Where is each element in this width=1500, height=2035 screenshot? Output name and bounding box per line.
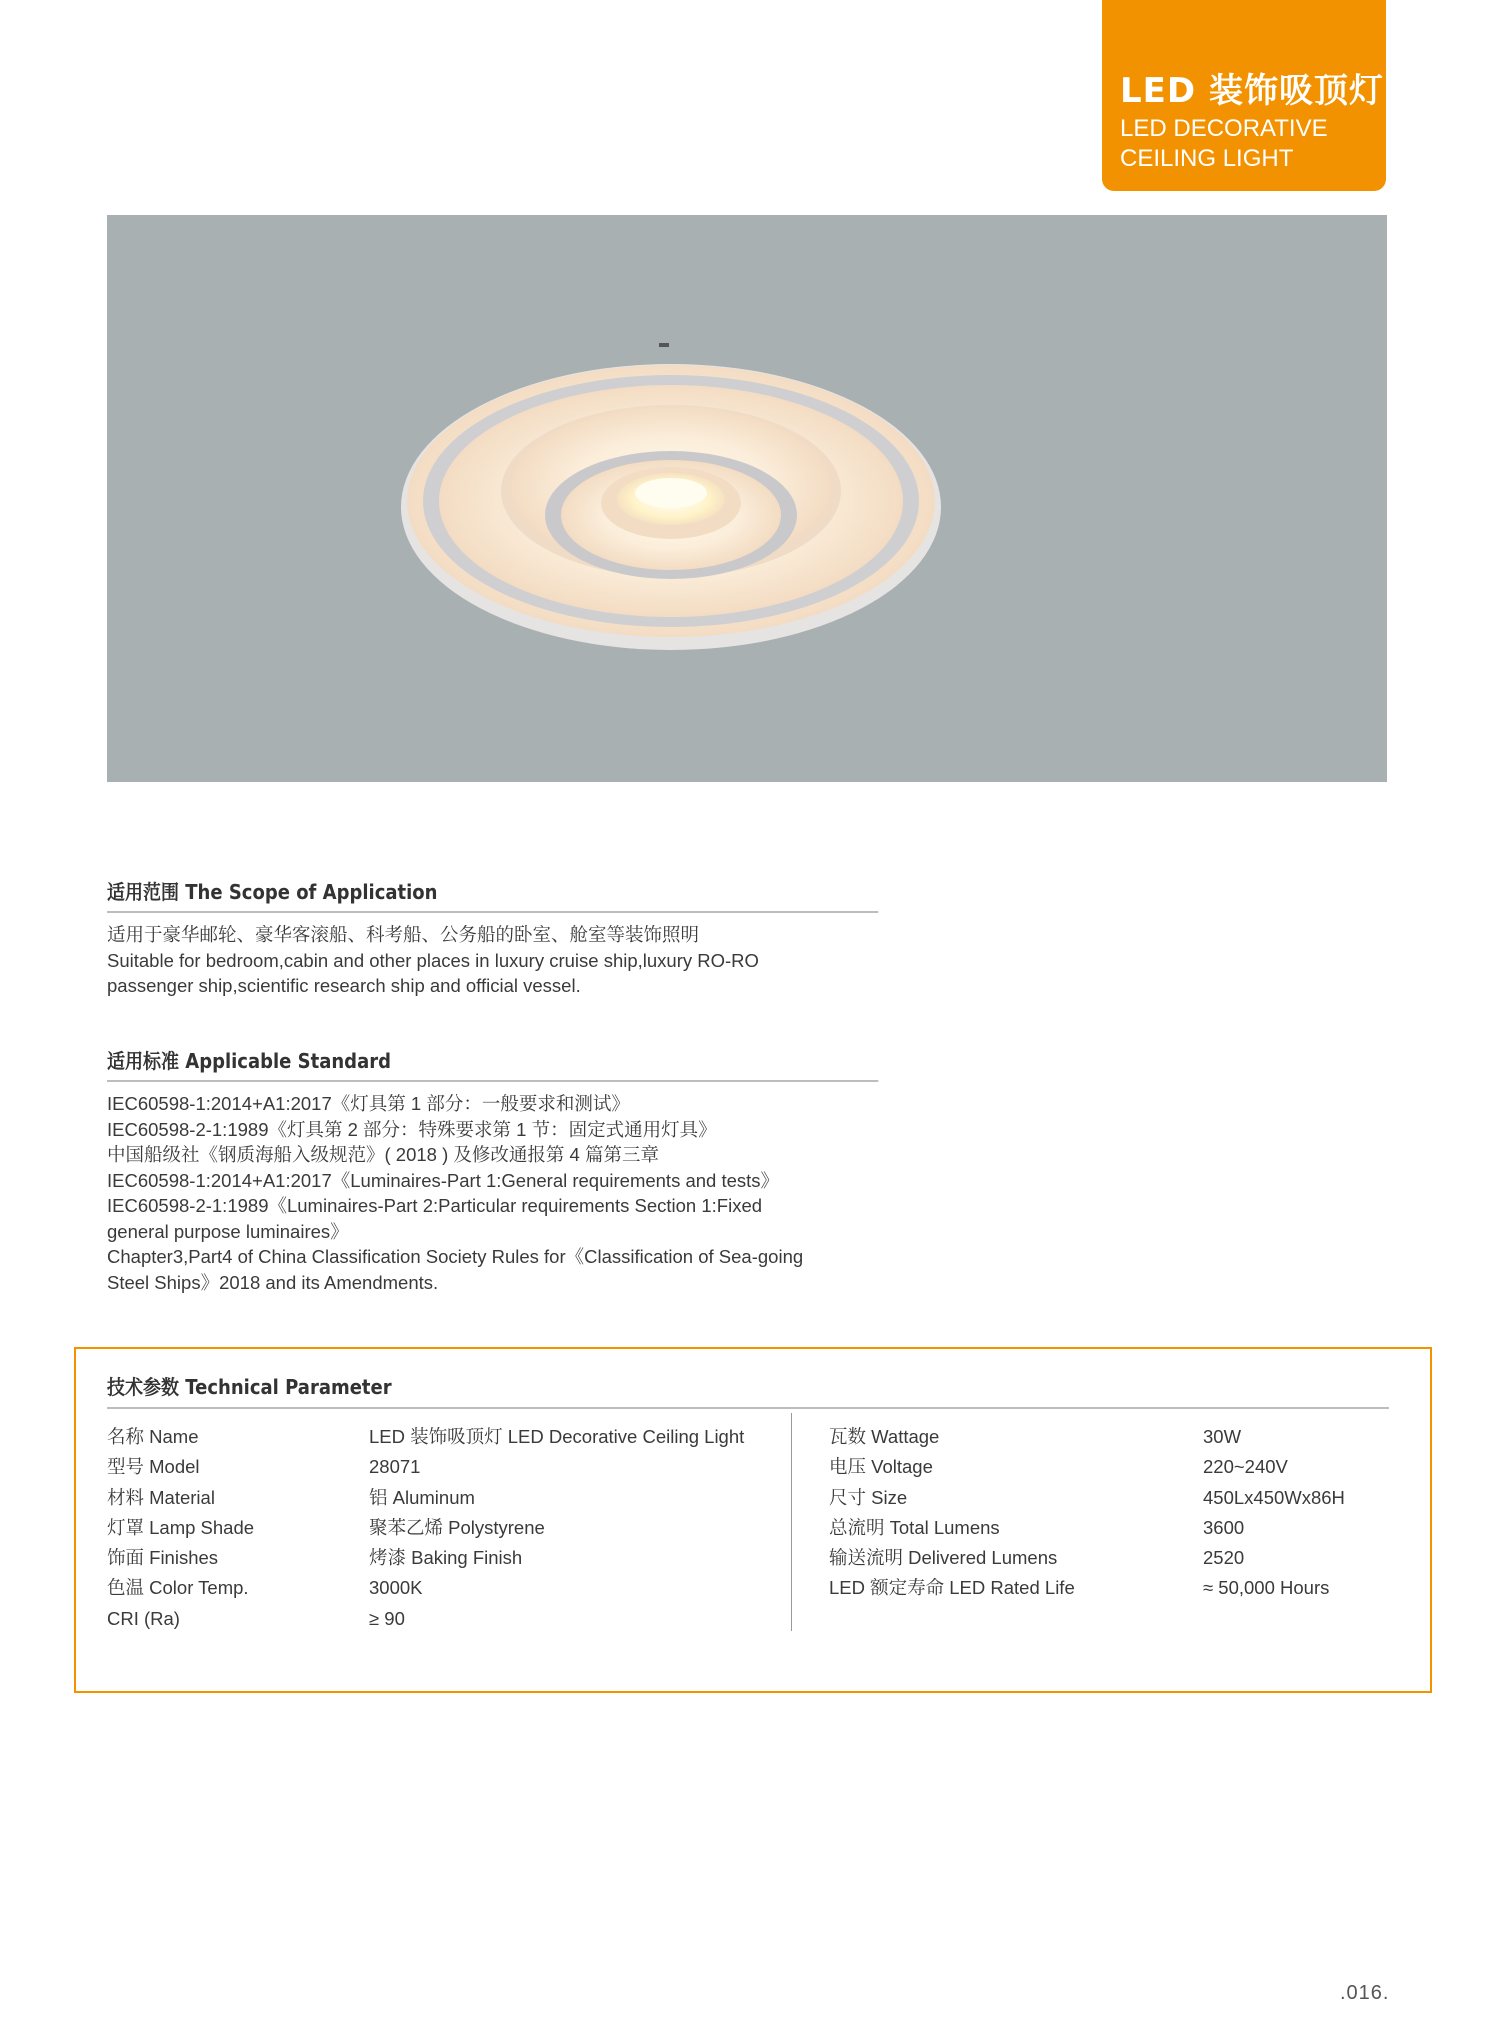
- param-label: 尺寸 Size: [829, 1486, 908, 1508]
- params-title-text: 技术参数 Technical Parameter: [107, 1375, 392, 1399]
- scope-body: [107, 922, 879, 999]
- standard-title: 适用标准 Applicable Standard: [107, 1047, 878, 1082]
- param-value: 220~240V: [1203, 1456, 1288, 1478]
- param-label: 名称 Name: [107, 1426, 199, 1447]
- standard-line: IEC60598-1:2014+A1:2017《灯具第 1 部分：一般要求和测试》: [107, 1093, 630, 1114]
- standard-line: general purpose luminaires》: [107, 1220, 349, 1242]
- technical-parameter-box: [74, 1347, 1432, 1693]
- param-label: 灯罩 Lamp Shade: [107, 1516, 255, 1538]
- param-label: 型号 Model: [107, 1456, 200, 1478]
- page-number: .016.: [1340, 1982, 1390, 2004]
- param-label: CRI (Ra): [107, 1607, 180, 1629]
- param-value: ≈ 50,000 Hours: [1203, 1577, 1330, 1599]
- ceiling-light-image: [107, 215, 1387, 782]
- param-value: 28071: [369, 1456, 421, 1478]
- standard-line: IEC60598-2-1:1989《Luminaires-Part 2:Particular requirements Section 1:Fixed: [107, 1195, 763, 1216]
- scope-title: 适用范围 The Scope of Application: [107, 878, 878, 913]
- param-label: 瓦数 Wattage: [829, 1426, 940, 1447]
- scope-line: passenger ship,scientific research ship and official vessel.: [107, 975, 581, 996]
- param-label: 电压 Voltage: [829, 1456, 933, 1478]
- standard-line: 中国船级社《钢质海船入级规范》( 2018 ) 及修改通报第 4 篇第三章: [107, 1144, 659, 1165]
- params-right-values: [1203, 1422, 1345, 1604]
- standard-line: Chapter3,Part4 of China Classification Society Rules for《Classification of Sea-going: [107, 1246, 804, 1267]
- params-title: [107, 1373, 1389, 1409]
- param-value: LED 装饰吸顶灯 LED Decorative Ceiling Light: [369, 1426, 745, 1447]
- standard-section: [107, 1047, 879, 1295]
- param-value: 烤漆 Baking Finish: [369, 1547, 523, 1569]
- standard-line: IEC60598-2-1:1989《灯具第 2 部分：特殊要求第 1 节：固定式通用灯具》: [107, 1118, 717, 1140]
- params-right-labels: [829, 1422, 1075, 1604]
- standard-line: IEC60598-1:2014+A1:2017《Luminaires-Part 1:General requirements and tests》: [107, 1169, 780, 1191]
- standard-line: Steel Ships》2018 and its Amendments.: [107, 1271, 439, 1293]
- category-title-en-2: CEILING LIGHT: [1120, 145, 1294, 172]
- param-value: 铝 Aluminum: [369, 1486, 475, 1508]
- param-value: 2520: [1203, 1547, 1245, 1569]
- param-value: 30W: [1203, 1426, 1242, 1447]
- scope-section: [107, 878, 879, 999]
- param-label: 饰面 Finishes: [107, 1547, 219, 1569]
- param-value: 3000K: [369, 1577, 423, 1599]
- param-value: 聚苯乙烯 Polystyrene: [369, 1516, 545, 1538]
- param-value: 450Lx450Wx86H: [1203, 1486, 1345, 1508]
- param-label: 输送流明 Delivered Lumens: [829, 1547, 1058, 1569]
- scope-line: Suitable for bedroom,cabin and other places in luxury cruise ship,luxury RO-RO: [107, 949, 759, 971]
- param-label: LED 额定寿命 LED Rated Life: [829, 1577, 1075, 1599]
- params-left-values: [369, 1422, 744, 1634]
- scope-line: 适用于豪华邮轮、豪华客滚船、科考船、公务船的卧室、舱室等装饰照明: [107, 924, 700, 945]
- param-label: 材料 Material: [107, 1486, 215, 1508]
- category-title-en-1: LED DECORATIVE: [1120, 115, 1328, 142]
- standard-body: [107, 1091, 879, 1295]
- category-tab: [1102, 0, 1386, 191]
- param-label: 总流明 Total Lumens: [829, 1516, 1000, 1538]
- param-value: 3600: [1203, 1516, 1245, 1538]
- product-photo: [107, 215, 1387, 782]
- param-label: 色温 Color Temp.: [107, 1577, 249, 1599]
- category-title-cn: LED 装饰吸顶灯: [1120, 71, 1384, 111]
- param-value: ≥ 90: [369, 1607, 405, 1629]
- params-divider: [791, 1413, 792, 1631]
- params-left-labels: [107, 1422, 254, 1634]
